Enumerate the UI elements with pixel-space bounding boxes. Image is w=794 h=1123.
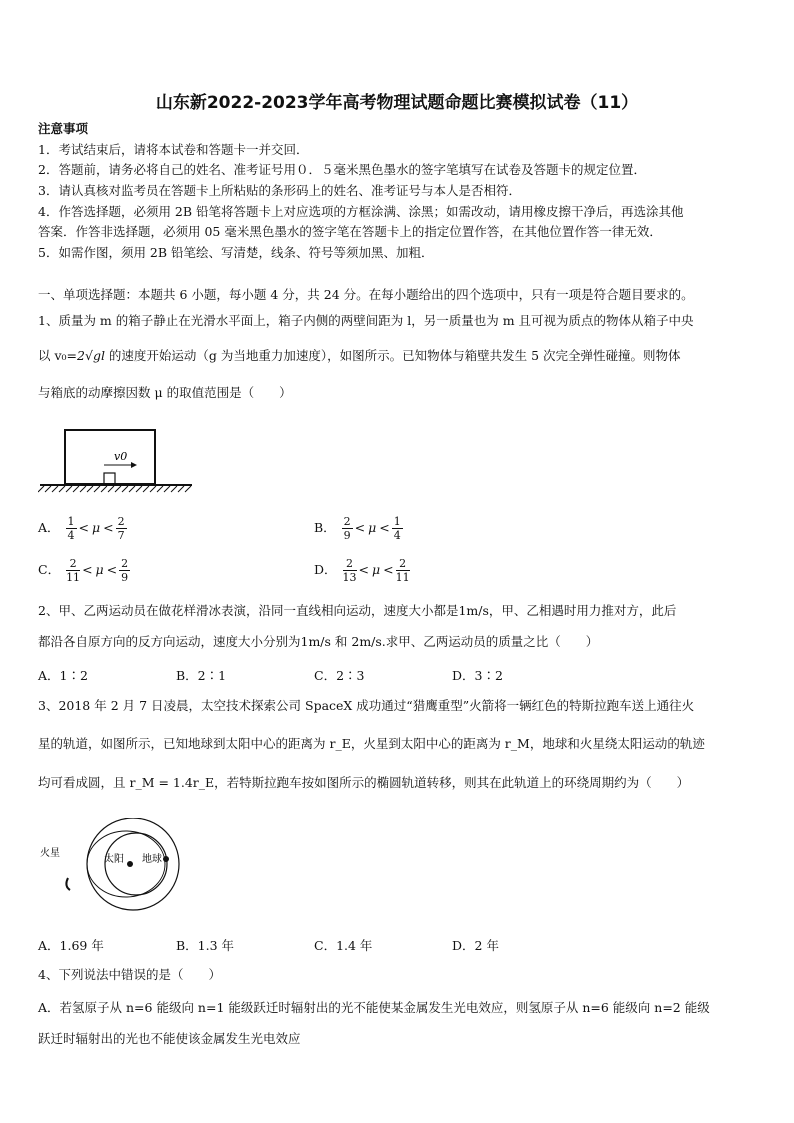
sun-label: 太阳 — [104, 854, 124, 865]
option-letter: C． — [38, 562, 61, 577]
fraction — [343, 557, 357, 584]
denominator: 4 — [67, 529, 75, 542]
denominator: 13 — [342, 571, 357, 584]
sun-dot — [127, 861, 133, 867]
mu-symbol: μ — [92, 520, 101, 535]
hatch-stroke — [178, 486, 184, 492]
mu-symbol: μ — [95, 562, 104, 577]
v0-label: v0 — [114, 450, 128, 463]
q1-line2-c: 的速度开始运动（g 为当地重力加速度），如图所示。已知物体与箱壁共发生 5 次完全弹性碰撞。则物体 — [104, 348, 681, 363]
fraction — [396, 557, 410, 584]
q1-formula: 2√gl — [77, 348, 105, 363]
q3-line1: 3、2018 年 2 月 7 日凌晨，太空技术探索公司 SpaceX 成功通过“猎鹰重型”火箭将一辆红色的特斯拉跑车送上通往火 — [38, 698, 695, 713]
q1-line1: 1、质量为 m 的箱子静止在光滑水平面上，箱子内侧的两壁间距为 l，另一质量也为 m 且可视为质点的物体从箱子中央 — [38, 313, 694, 328]
numerator: 2 — [121, 557, 129, 570]
q2-option-a: A．1∶2 — [38, 668, 88, 683]
q3-option-a: A．1.69 年 — [38, 938, 104, 953]
hatch-stroke — [73, 486, 79, 492]
option-letter: B． — [314, 520, 336, 535]
fraction — [342, 515, 353, 542]
q4-line3: 跃迁时辐射出的光也不能使该金属发生光电效应 — [38, 1031, 301, 1046]
q3-option-b: B．1.3 年 — [176, 938, 235, 953]
numerator: 1 — [393, 515, 401, 528]
q2-line1: 2、甲、乙两运动员在做花样滑冰表演，沿同一直线相向运动，速度大小都是1m/s，甲、乙相遇时用力推对方，此后 — [38, 603, 677, 618]
q3-option-c: C．1.4 年 — [314, 938, 373, 953]
denominator: 11 — [395, 571, 410, 584]
q1-box-figure — [38, 428, 198, 494]
hatch-stroke — [87, 486, 93, 492]
option-letter: D． — [314, 562, 337, 577]
mu-symbol: μ — [372, 562, 381, 577]
notice-heading: 注意事项 — [38, 121, 89, 136]
hatch-stroke — [52, 486, 58, 492]
arrowhead — [131, 462, 137, 468]
ground-hatch — [38, 486, 191, 492]
notice-item-5: 5．如需作图，须用 2B 铅笔绘、写清楚，线条、符号等须加黑、加粗． — [38, 245, 434, 260]
fraction — [119, 557, 130, 584]
q1-line2 — [38, 348, 681, 364]
hatch-stroke — [80, 486, 86, 492]
hatch-stroke — [171, 486, 177, 492]
hatch-stroke — [143, 486, 149, 492]
hatch-stroke — [129, 486, 135, 492]
q1-line3: 与箱底的动摩擦因数 μ 的取值范围是（ ） — [38, 385, 292, 400]
earth-dot — [163, 856, 169, 862]
hatch-stroke — [150, 486, 156, 492]
hatch-stroke — [59, 486, 65, 492]
fraction — [116, 515, 127, 542]
numerator: 2 — [343, 557, 357, 571]
hatch-stroke — [45, 486, 51, 492]
q2-option-c: C．2∶3 — [314, 668, 365, 683]
option-letter: A． — [38, 520, 60, 535]
hatch-stroke — [164, 486, 170, 492]
denominator: 7 — [117, 529, 125, 542]
box-outline — [65, 430, 155, 484]
hatch-stroke — [122, 486, 128, 492]
denominator: 9 — [121, 571, 129, 584]
q2-line2: 都沿各自原方向的反方向运动，速度大小分别为1m/s 和 2m/s.求甲、乙两运动员的质量之比（ ） — [38, 634, 599, 649]
numerator: 2 — [343, 515, 351, 528]
section-heading: 一、单项选择题：本题共 6 小题，每小题 4 分，共 24 分。在每小题给出的四个选项中，只有一项是符合题目要求的。 — [38, 287, 694, 302]
q3-option-d: D．2 年 — [452, 938, 499, 953]
small-block — [104, 473, 115, 484]
earth-label: 地球 — [142, 854, 162, 865]
hatch-stroke — [108, 486, 114, 492]
mars-marker — [66, 878, 70, 890]
q3-line3: 均可看成圆，且 r_M = 1.4r_E，若特斯拉跑车按如图所示的椭圆轨道转移，则其在此轨道上的环绕周期约为（ ） — [38, 775, 690, 790]
denominator: 11 — [66, 571, 81, 584]
hatch-stroke — [115, 486, 121, 492]
fraction — [66, 515, 77, 542]
q1-option-b: B． $\frac{2}{9}$ < μ < $\frac{1}{4}$ — [314, 515, 401, 542]
q4-line1: 4、下列说法中错误的是（ ） — [38, 967, 221, 982]
q3-orbit-figure — [38, 818, 198, 918]
q1-line2-a: 以 v₀= — [38, 348, 78, 363]
q3-line2: 星的轨道，如图所示，已知地球到太阳中心的距离为 r_E，火星到太阳中心的距离为 r_M，地球和火星绕太阳运动的轨迹 — [38, 736, 705, 751]
numerator: 2 — [396, 557, 410, 571]
hatch-stroke — [185, 486, 191, 492]
q2-option-b: B．2∶1 — [176, 668, 227, 683]
hatch-stroke — [157, 486, 163, 492]
numerator: 2 — [66, 557, 80, 571]
hatch-stroke — [101, 486, 107, 492]
notice-item-1: 1．考试结束后，请将本试卷和答题卡一并交回． — [38, 142, 309, 157]
numerator: 1 — [67, 515, 75, 528]
hatch-stroke — [136, 486, 142, 492]
notice-item-3: 3．请认真核对监考员在答题卡上所粘贴的条形码上的姓名、准考证号与本人是否相符． — [38, 183, 521, 198]
denominator: 9 — [343, 529, 351, 542]
q4-line2: A．若氢原子从 n=6 能级向 n=1 能级跃迁时辐射出的光不能使某金属发生光电效应，则氢原子从 n=6 能级向 n=2 能级 — [38, 1000, 710, 1015]
q1-option-d: D． $\frac{2}{13}$ < μ < $\frac{2}{11}$ — [314, 557, 410, 584]
denominator: 4 — [393, 529, 401, 542]
q1-option-a: A． $\frac{1}{4}$ < μ < $\frac{2}{7}$ — [38, 515, 125, 542]
notice-item-4-cont: 答案．作答非选择题，必须用 05 毫米黑色墨水的签字笔在答题卡上的指定位置作答，在其他位置作答一律无效． — [38, 224, 662, 239]
q2-option-d: D．3∶2 — [452, 668, 503, 683]
fraction — [66, 557, 80, 584]
fraction — [392, 515, 403, 542]
hatch-stroke — [66, 486, 72, 492]
mars-label: 火星 — [40, 848, 60, 859]
hatch-stroke — [94, 486, 100, 492]
numerator: 2 — [117, 515, 125, 528]
mu-symbol: μ — [368, 520, 377, 535]
hatch-stroke — [38, 486, 44, 492]
exam-title: 山东新2022-2023学年高考物理试题命题比赛模拟试卷（11） — [155, 93, 639, 113]
notice-item-4: 4．作答选择题，必须用 2B 铅笔将答题卡上对应选项的方框涂满、涂黑；如需改动，请用橡皮擦干净后，再选涂其他 — [38, 204, 684, 219]
notice-item-2: 2．答题前，请务必将自己的姓名、准考证号用０．５毫米黑色墨水的签字笔填写在试卷及答题卡的规定位置． — [38, 162, 646, 177]
q1-option-c: C． $\frac{2}{11}$ < μ < $\frac{2}{9}$ — [38, 557, 129, 584]
